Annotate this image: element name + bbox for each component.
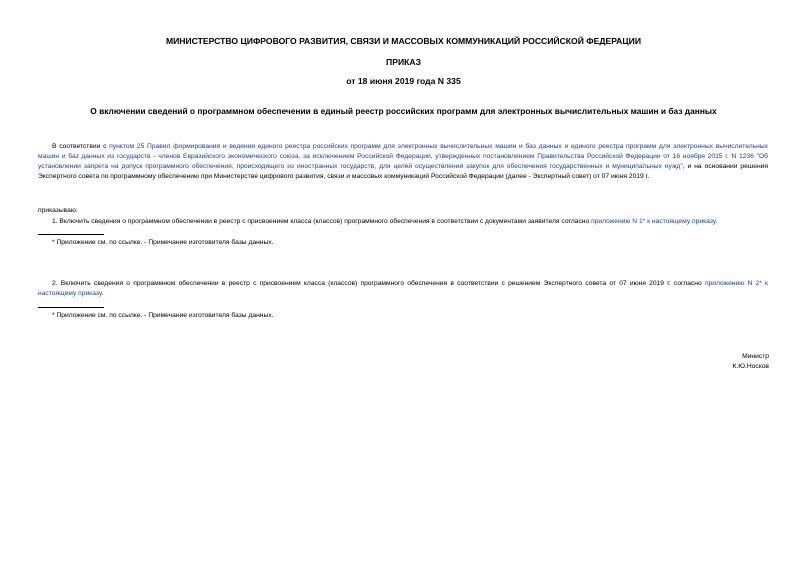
order-item-1-end: .: [715, 218, 718, 225]
footnote-1: * Приложение см. по ссылке. - Примечание изготовителя базы данных.: [52, 239, 274, 246]
ministry-heading: МИНИСТЕРСТВО ЦИФРОВОГО РАЗВИТИЯ, СВЯЗИ И МАССОВЫХ КОММУНИКАЦИЙ РОССИЙСКОЙ ФЕДЕРАЦИИ: [165, 36, 642, 46]
document-type: ПРИКАЗ: [386, 57, 421, 67]
order-item-2: [38, 279, 768, 299]
appendix-2-link[interactable]: приложению N 2* к настоящему приказу: [38, 280, 768, 297]
preamble-paragraph: [38, 142, 768, 182]
orders-label: приказываю:: [38, 207, 78, 214]
order-item-2-text: 2. Включить сведения о программном обеспечении в реестр с присвоением класса (классов) программного обеспечения в соответствии с решением Экспертного совета от 07 июня 2019 г. согласно: [52, 280, 705, 287]
signature-name: К.Ю.Носков: [732, 363, 769, 370]
preamble-text-start: В соответствии с: [52, 143, 110, 150]
order-item-1-text: 1. Включить сведения о программном обеспечении в реестр с присвоением класса (классов) программного обеспечения в соответствии с документами заявителя согласно: [52, 218, 592, 225]
appendix-1-link[interactable]: приложению N 1* к настоящему приказу: [591, 218, 716, 225]
order-item-2-end: .: [101, 290, 104, 297]
preamble-text-end: , и на основании решения Экспертного совета по программному обеспечению при Министерстве цифрового развития, связи и массовых коммуникаций Российской Федерации (далее - Экспертный совет) от 07 июня 2019 г.: [38, 163, 768, 180]
footnote-2: * Приложение см. по ссылке. - Примечание изготовителя базы данных.: [52, 312, 274, 319]
document-title: О включении сведений о программном обеспечении в единый реестр российских программ для электронных вычислительных машин и баз данных: [90, 106, 717, 116]
order-item-1: [52, 217, 717, 227]
signature-position: Министр: [742, 353, 769, 360]
regulation-link[interactable]: пунктом 25 Правил формирования и ведения единого реестра российских программ для электронных вычислительных машин и баз данных и единого реестра программ для электронных вычислительных машин и баз данных из государств - членов Евразийского экономического союза, за исключением Российской Федерации, утвержденных постановлением Правительства Российской Федерации от 16 ноября 2015 г. N 1236 "Об установлении запрета на допуск программного обеспечения, происходящего из иностранных государств, для целей осуществления закупок для обеспечения государственных и муниципальных нужд": [38, 143, 768, 170]
footnote-divider-2: [38, 307, 104, 308]
document-date-number: от 18 июня 2019 года N 335: [346, 76, 461, 86]
footnote-divider-1: [38, 234, 104, 235]
